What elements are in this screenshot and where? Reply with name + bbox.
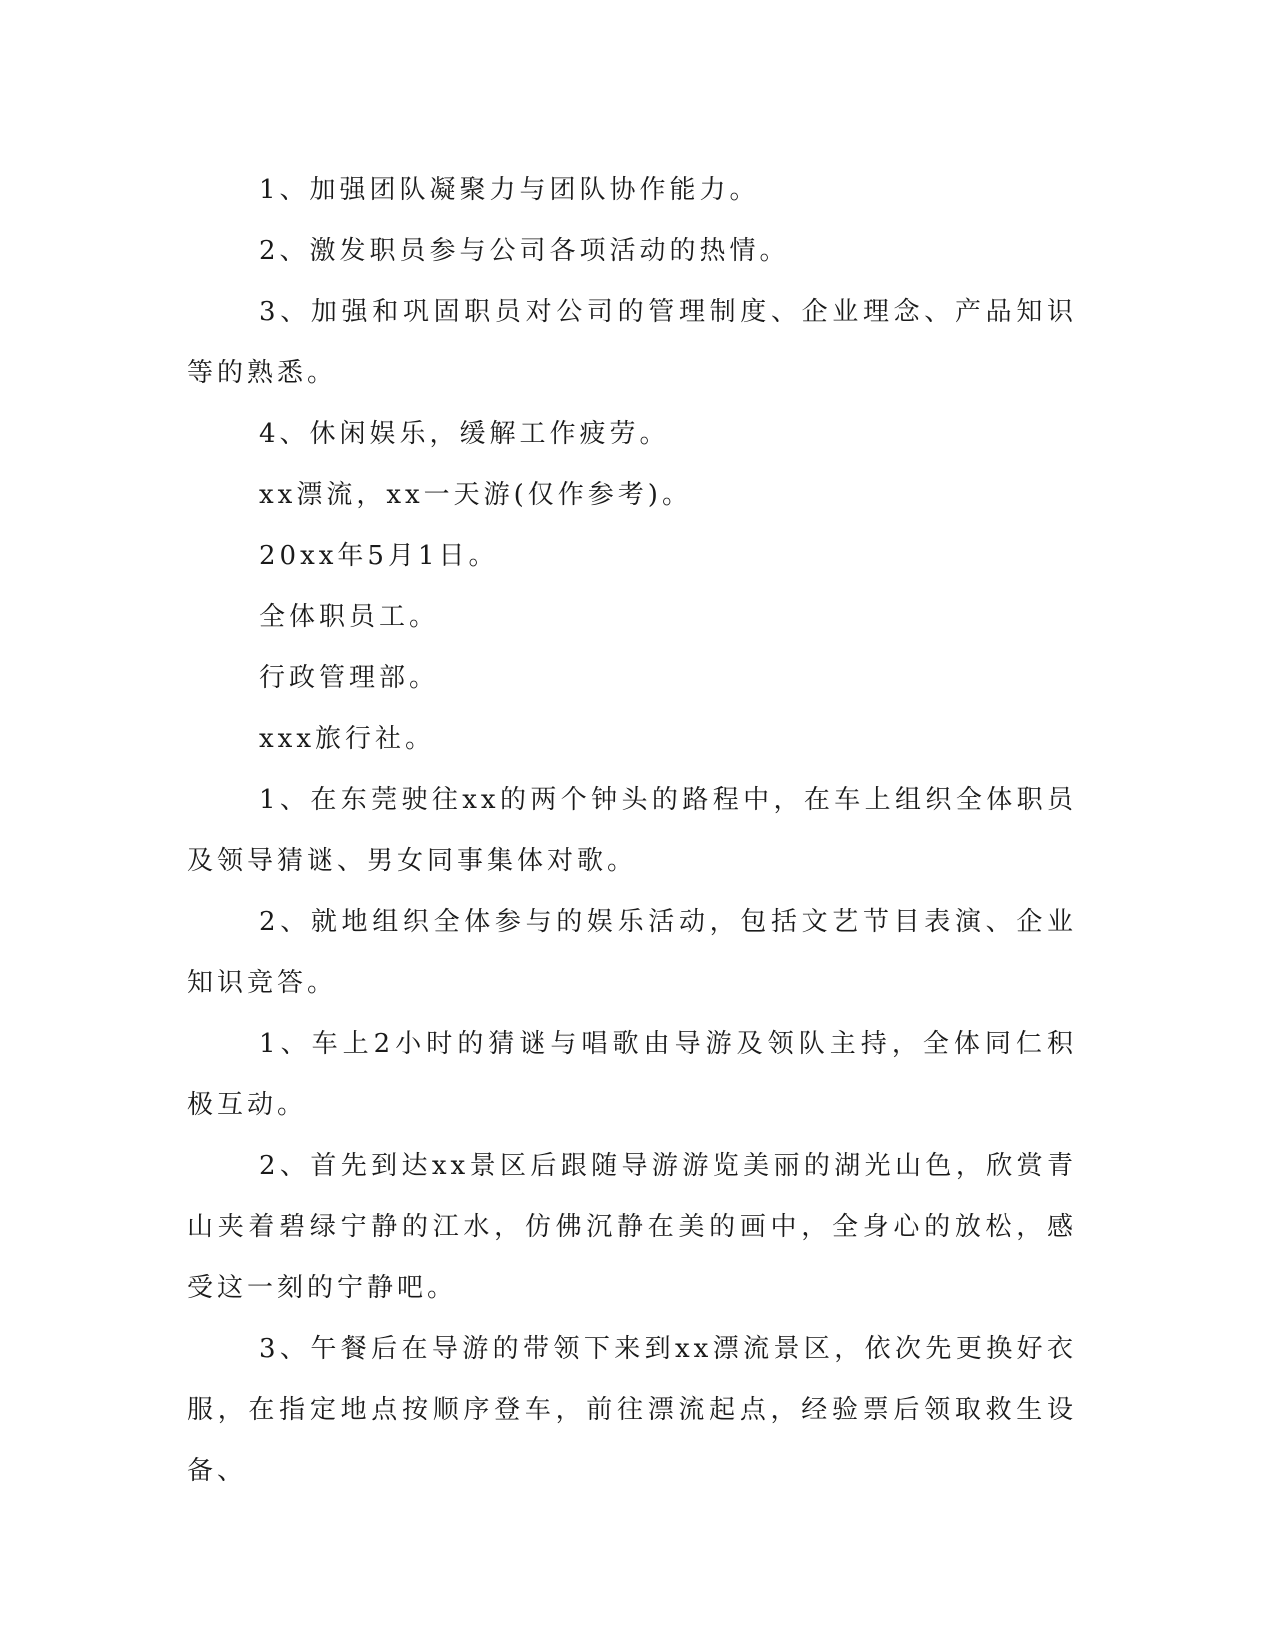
paragraph-location: xx漂流，xx一天游(仅作参考)。 xyxy=(259,480,692,510)
paragraph-goal-3: 3、加强和巩固职员对公司的管理制度、企业理念、产品知识等的熟悉。 xyxy=(187,297,1077,388)
paragraph-agency: xxx旅行社。 xyxy=(259,724,435,754)
paragraph-activity-1: 1、在东莞驶往xx的两个钟头的路程中，在车上组织全体职员及领导猜谜、男女同事集体对歌。 xyxy=(187,785,1077,876)
paragraph-participants: 全体职员工。 xyxy=(259,602,440,632)
paragraph-goal-1: 1、加强团队凝聚力与团队协作能力。 xyxy=(259,175,760,205)
paragraph-organizer: 行政管理部。 xyxy=(259,663,440,693)
paragraph-activity-2: 2、就地组织全体参与的娱乐活动，包括文艺节目表演、企业知识竞答。 xyxy=(187,907,1077,998)
paragraph-goal-2: 2、激发职员参与公司各项活动的热情。 xyxy=(259,236,790,266)
paragraph-schedule-2: 2、首先到达xx景区后跟随导游游览美丽的湖光山色，欣赏青山夹着碧绿宁静的江水，仿佛沉静在美的画中，全身心的放松，感受这一刻的宁静吧。 xyxy=(187,1151,1077,1303)
paragraph-goal-4: 4、休闲娱乐，缓解工作疲劳。 xyxy=(259,419,670,449)
paragraph-schedule-3: 3、午餐后在导游的带领下来到xx漂流景区，依次先更换好衣服，在指定地点按顺序登车，前往漂流起点，经验票后领取救生设备、 xyxy=(187,1334,1077,1486)
paragraph-schedule-1: 1、车上2小时的猜谜与唱歌由导游及领队主持，全体同仁积极互动。 xyxy=(187,1029,1077,1120)
paragraph-date: 20xx年5月1日。 xyxy=(259,541,499,571)
document-body xyxy=(187,160,1077,1502)
